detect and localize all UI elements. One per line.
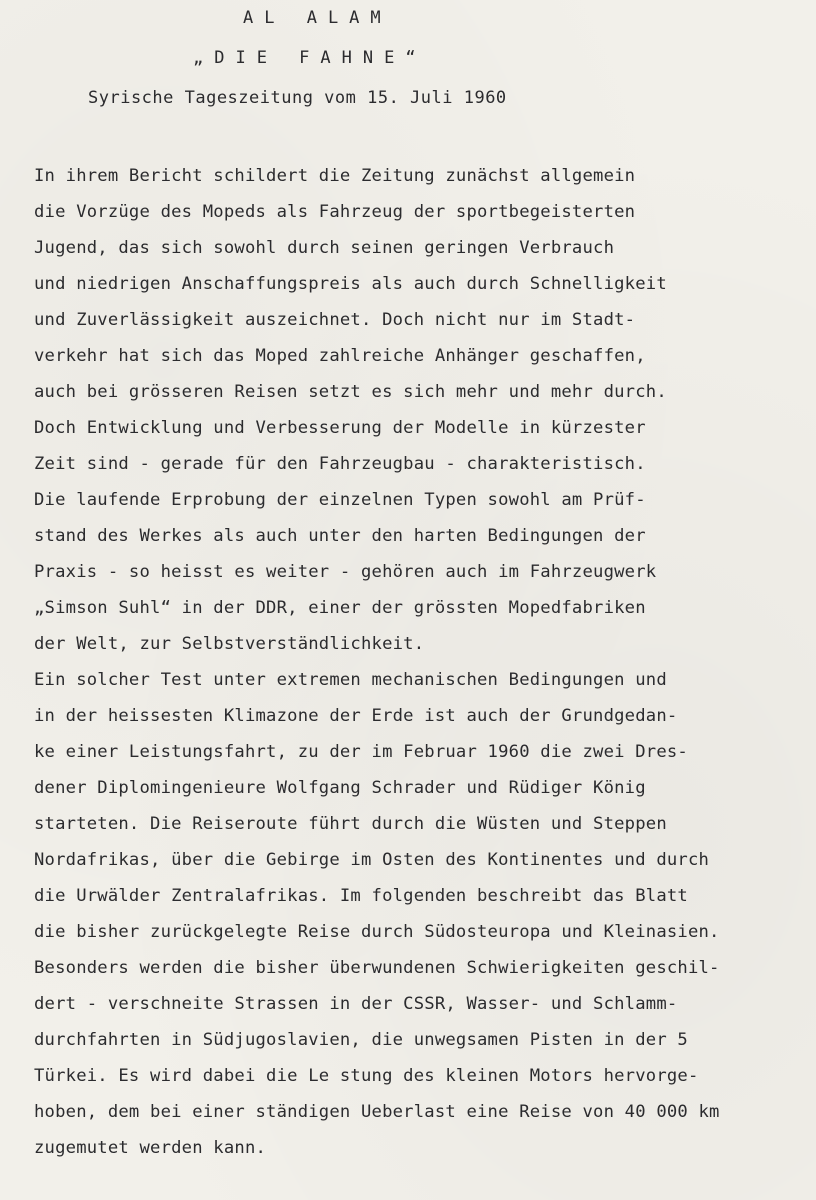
text-line: ke einer Leistungsfahrt, zu der im Februar 1960 die zwei Dres-	[34, 742, 688, 762]
header-source-line: Syrische Tageszeitung vom 15. Juli 1960	[88, 88, 507, 108]
text-line: Türkei. Es wird dabei die Le stung des kleinen Motors hervorge-	[34, 1066, 699, 1086]
text-line: starteten. Die Reiseroute führt durch die Wüsten und Steppen	[34, 814, 667, 834]
text-line: verkehr hat sich das Moped zahlreiche Anhänger geschaffen,	[34, 346, 646, 366]
text-line: Doch Entwicklung und Verbesserung der Modelle in kürzester	[34, 418, 646, 438]
header-subtitle: „DIE FAHNE“	[193, 48, 427, 68]
body-text	[34, 158, 809, 1166]
header-title: AL ALAM	[243, 8, 392, 28]
text-line: auch bei grösseren Reisen setzt es sich mehr und mehr durch.	[34, 382, 667, 402]
text-line: der Welt, zur Selbstverständlichkeit.	[34, 634, 425, 654]
text-line: Nordafrikas, über die Gebirge im Osten des Kontinentes und durch	[34, 850, 710, 870]
text-line: Jugend, das sich sowohl durch seinen geringen Verbrauch	[34, 238, 615, 258]
text-line: In ihrem Bericht schildert die Zeitung zunächst allgemein	[34, 166, 636, 186]
text-line: Praxis - so heisst es weiter - gehören auch im Fahrzeugwerk	[34, 562, 657, 582]
text-line: stand des Werkes als auch unter den harten Bedingungen der	[34, 526, 646, 546]
text-line: und niedrigen Anschaffungspreis als auch durch Schnelligkeit	[34, 274, 667, 294]
text-line: Besonders werden die bisher überwundenen Schwierigkeiten geschil-	[34, 958, 720, 978]
text-line: hoben, dem bei einer ständigen Ueberlast eine Reise von 40 000 km	[34, 1102, 720, 1122]
text-line: Zeit sind - gerade für den Fahrzeugbau - charakteristisch.	[34, 454, 646, 474]
text-line: die Vorzüge des Mopeds als Fahrzeug der sportbegeisterten	[34, 202, 636, 222]
text-line: durchfahrten in Südjugoslavien, die unwegsamen Pisten in der 5	[34, 1030, 688, 1050]
text-line: die Urwälder Zentralafrikas. Im folgenden beschreibt das Blatt	[34, 886, 688, 906]
text-line: die bisher zurückgelegte Reise durch Südosteuropa und Kleinasien.	[34, 922, 720, 942]
text-line: dert - verschneite Strassen in der CSSR, Wasser- und Schlamm-	[34, 994, 678, 1014]
text-line: Ein solcher Test unter extremen mechanischen Bedingungen und	[34, 670, 667, 690]
text-line: dener Diplomingenieure Wolfgang Schrader und Rüdiger König	[34, 778, 646, 798]
text-line: zugemutet werden kann.	[34, 1138, 267, 1158]
text-line: Die laufende Erprobung der einzelnen Typen sowohl am Prüf-	[34, 490, 646, 510]
text-line: und Zuverlässigkeit auszeichnet. Doch nicht nur im Stadt-	[34, 310, 636, 330]
text-line: in der heissesten Klimazone der Erde ist auch der Grundgedan-	[34, 706, 678, 726]
text-line: „Simson Suhl“ in der DDR, einer der grössten Mopedfabriken	[34, 598, 646, 618]
